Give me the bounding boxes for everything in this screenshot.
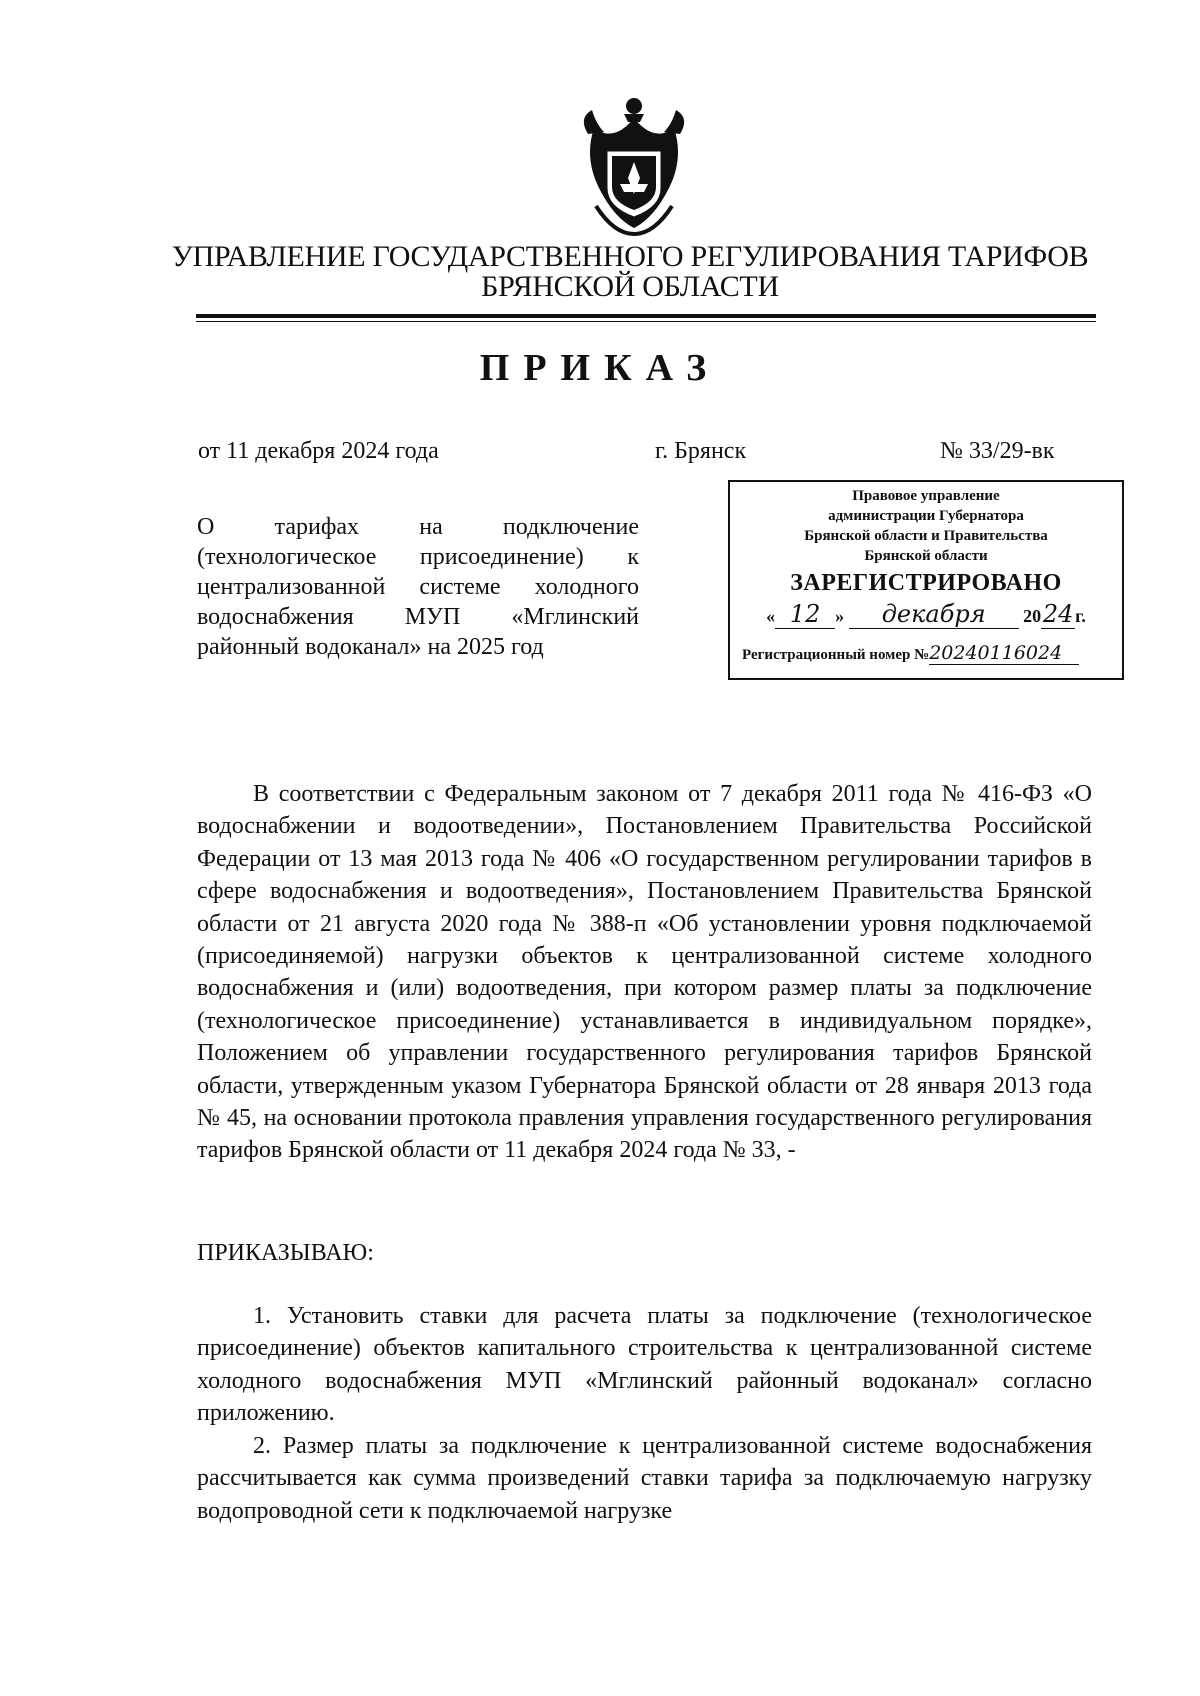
document-date: от 11 декабря 2024 года [198,438,439,464]
organization-name-line1: УПРАВЛЕНИЕ ГОСУДАРСТВЕННОГО РЕГУЛИРОВАНИЯ ТАРИФОВ [171,240,1089,273]
registration-stamp [728,480,1124,680]
subject-line: районный водоканал» на 2025 год [197,634,544,660]
document-subject [197,512,639,662]
stamp-regnum [730,642,1122,665]
stamp-regnum-value: 20240116024 [929,642,1079,665]
document-title: ПРИКАЗ [479,347,721,389]
header-divider-thin [196,321,1096,322]
stamp-date: « 12 » декабря 2024г. [766,600,1086,628]
subject-line: О тарифах на подключение [197,514,639,540]
subject-line: водоснабжения МУП «Мглинский [197,604,639,630]
subject-line: централизованной системе холодного [197,574,639,600]
stamp-year-suffix: 24 [1042,600,1074,628]
stamp-registered: ЗАРЕГИСТРИРОВАНО [790,570,1062,596]
order-item-1: 1. Установить ставки для расчета платы за подключение (технологическое присоединение) объектов капитального строительства к централизованной системе холодного водоснабжения МУП «Мглинский районный водоканал» согласно приложению. [197,1303,1092,1427]
coat-of-arms-icon [574,88,694,238]
subject-line: (технологическое присоединение) к [197,544,639,570]
stamp-day: 12 [775,600,835,629]
order-item-2: 2. Размер платы за подключение к централизованной системе водоснабжения рассчитывается как сумма произведений ставки тарифа за подключаемую нагрузку водопроводной сети к подключаемой нагрузке [197,1433,1092,1524]
document-number: № 33/29-вк [940,438,1055,464]
stamp-line: Брянской области [864,548,988,564]
preamble-paragraph: В соответствии с Федеральным законом от 7 декабря 2011 года № 416-ФЗ «О водоснабжении и водоотведении», Постановлением Правительства Российской Федерации от 13 мая 2013 года № 406 «О государственном регулировании тарифов в сфере водоснабжения и водоотведения», Постановлением Правительства Брянской области от 21 августа 2020 года № 388-п «Об установлении уровня подключаемой (присоединяемой) нагрузки объектов к централизованной системе холодного водоснабжения и (или) водоотведения, при котором размер платы за подключение (технологическое присоединение) устанавливается в индивидуальном порядке», Положением об управлении государственного регулирования тарифов Брянской области, утвержденным указом Губернатора Брянской области от 28 января 2013 года № 45, на основании протокола правления управления государственного регулирования тарифов Брянской области от 11 декабря 2024 года № 33, - [197,781,1092,1164]
stamp-regnum-label: Регистрационный номер № [742,647,930,663]
organization-name-line2: БРЯНСКОЙ ОБЛАСТИ [481,270,779,303]
stamp-line: администрации Губернатора [828,508,1024,524]
header-divider-thick [196,314,1096,318]
stamp-line: Брянской области и Правительства [804,528,1048,544]
stamp-line: Правовое управление [852,488,1000,504]
stamp-year-prefix: 20 [1023,606,1042,626]
order-word: ПРИКАЗЫВАЮ: [197,1240,374,1266]
document-city: г. Брянск [655,438,747,464]
stamp-month: декабря [849,600,1019,629]
stamp-year-end: г. [1075,606,1086,626]
